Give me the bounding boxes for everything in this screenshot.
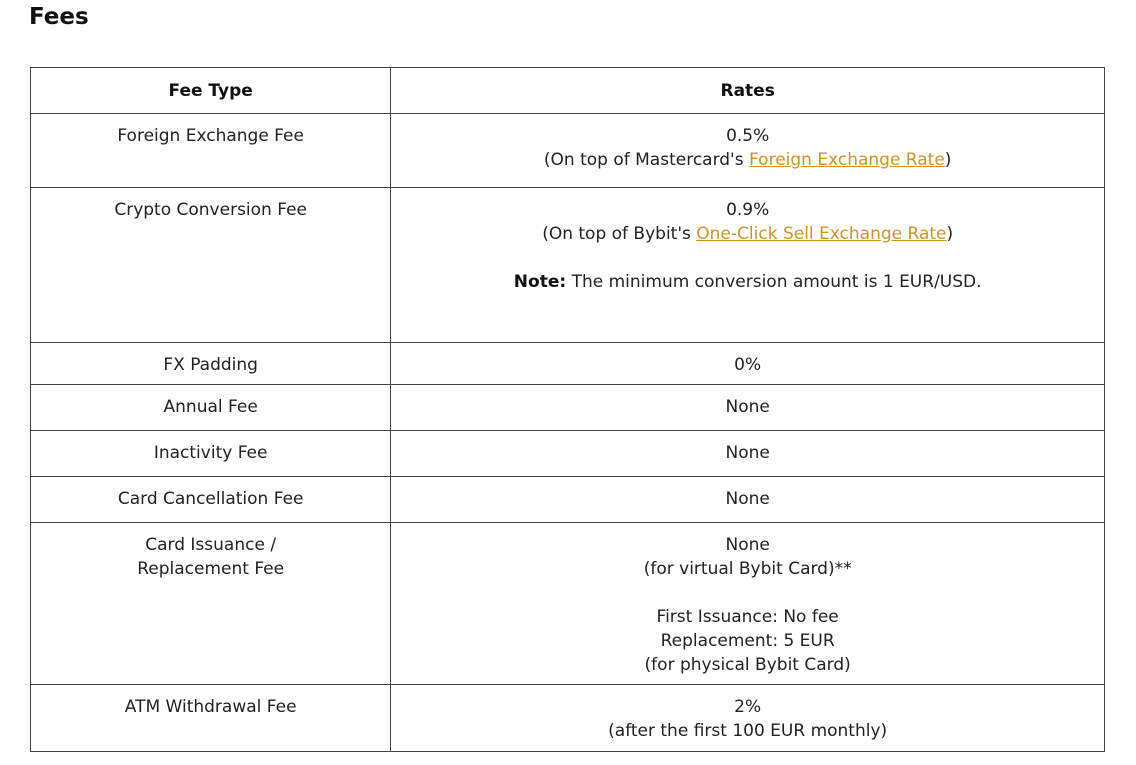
first-issuance: First Issuance: No fee (656, 607, 839, 627)
fee-type-label: ATM Withdrawal Fee (124, 697, 297, 717)
foreign-exchange-rate-link[interactable]: Foreign Exchange Rate (749, 150, 945, 170)
fee-type-cell (31, 188, 391, 343)
table-row (31, 114, 1105, 188)
fee-type-label: Replacement Fee (137, 559, 285, 579)
fee-type-label: Foreign Exchange Fee (117, 126, 304, 146)
rate-cell (391, 685, 1105, 752)
fee-type-cell (31, 523, 391, 685)
table-row (31, 385, 1105, 431)
fee-type-cell (31, 685, 391, 752)
virtual-note: (for virtual Bybit Card)** (643, 559, 852, 579)
rate-value: 0.9% (726, 200, 770, 220)
header-fee-type: Fee Type (31, 68, 391, 114)
one-click-sell-rate-link[interactable]: One-Click Sell Exchange Rate (696, 224, 947, 244)
table-row (31, 523, 1105, 685)
virtual-rate: None (725, 535, 770, 555)
rate-value: 0.5% (726, 126, 770, 146)
rate-cell (391, 114, 1105, 188)
rate-cell: 0% (391, 343, 1105, 385)
rate-cell: None (391, 477, 1105, 523)
rate-note: (after the first 100 EUR monthly) (608, 721, 888, 741)
rate-value: 2% (734, 697, 762, 717)
fees-table (30, 67, 1105, 752)
rate-note: (On top of Mastercard's Foreign Exchange Rate) (543, 150, 952, 170)
fee-type-cell (31, 114, 391, 188)
table-row (31, 188, 1105, 343)
table-row (31, 477, 1105, 523)
header-rates: Rates (391, 68, 1105, 114)
fee-type-cell: Annual Fee (31, 385, 391, 431)
rate-cell (391, 523, 1105, 685)
fee-type-label: Card Issuance / (145, 535, 277, 555)
table-header-row (31, 68, 1105, 114)
rate-cell: None (391, 431, 1105, 477)
conversion-note: Note: The minimum conversion amount is 1 EUR/USD. (513, 272, 982, 292)
physical-note: (for physical Bybit Card) (644, 655, 851, 675)
fee-type-label: Crypto Conversion Fee (114, 200, 307, 220)
rate-cell (391, 188, 1105, 343)
table-row (31, 685, 1105, 752)
fee-type-cell: Card Cancellation Fee (31, 477, 391, 523)
fee-type-cell: Inactivity Fee (31, 431, 391, 477)
table-row (31, 343, 1105, 385)
rate-cell: None (391, 385, 1105, 431)
rate-note: (On top of Bybit's One-Click Sell Exchange Rate) (542, 224, 954, 244)
table-row (31, 431, 1105, 477)
replacement-fee: Replacement: 5 EUR (660, 631, 835, 651)
page-title: Fees (29, 4, 89, 30)
note-label: Note: (513, 272, 567, 292)
fee-type-cell: FX Padding (31, 343, 391, 385)
